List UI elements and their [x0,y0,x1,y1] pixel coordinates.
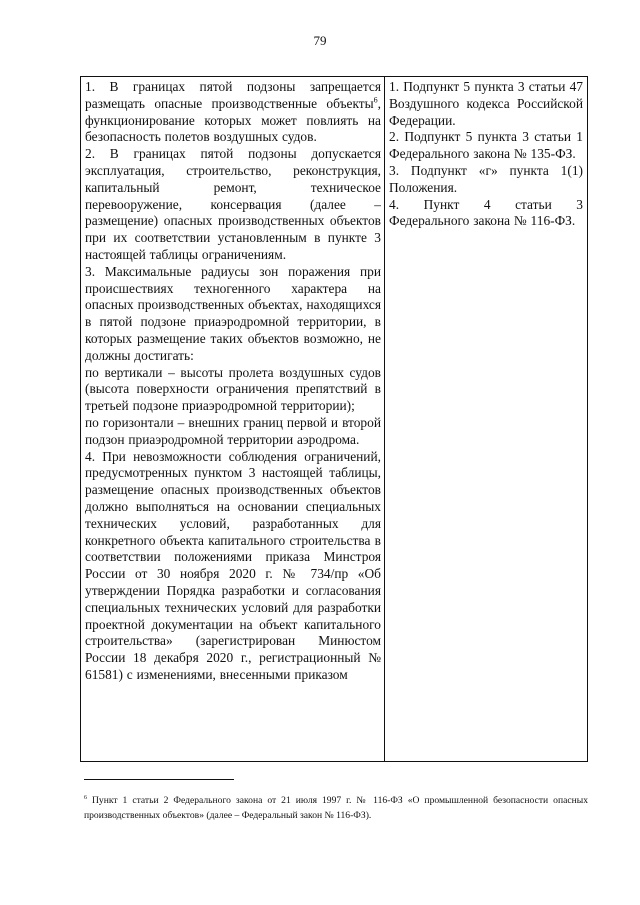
footnote-text: Пункт 1 статьи 2 Федерального закона от 21 июля 1997 г. № 116-ФЗ «О промышленной безопасности опасных производственных объектов» (далее – Федеральный закон № 116-ФЗ). [84,795,588,821]
footnote-number: 6 [84,794,87,801]
restrictions-column [81,77,385,761]
restriction-paragraph-4: 4. При невозможности соблюдения ограничений, предусмотренных пунктом 3 настоящей таблицы, размещение опасных производственных объектов должно выполняться на основании специальных технических условий, разработанных для конкретного объекта капитального строительства в соответствии положениями приказа Минстроя России от 30 ноября 2020 г. № 734/пр «Об утверждении Порядка разработки и согласования специальных технических условий для разработки проектной документации на объект капитального строительства» (зарегистрирован Минюстом России 18 декабря 2020 г., регистрационный № 61581) с изменениями, внесенными приказом [85,448,381,682]
restriction-paragraph-1-continuation: , функционирование которых может повлиять на безопасность полетов воздушных судов. [85,95,381,145]
footnote [84,794,588,823]
restriction-paragraph-2: 2. В границах пятой подзоны допускается эксплуатация, строительство, реконструкция, капитальный ремонт, техническое перевооружение, консервация (далее – размещение) опасных производственных объектов при их соответствии установленным в пункте 3 настоящей таблицы ограничениям. [85,146,381,262]
restriction-paragraph-1-text: 1. В границах пятой подзоны запрещается размещать опасные производственные объекты [85,79,381,111]
restriction-paragraph-vertical: по вертикали – высоты пролета воздушных судов (высота поверхности ограничения препятствий в третьей подзоне приаэродромной территории); [85,364,381,414]
legal-basis-item-2: 2. Подпункт 5 пункта 3 статьи 1 Федерального закона № 135-ФЗ. [389,129,583,162]
restriction-paragraph-horizontal: по горизонтали – внешних границ первой и второй подзон приаэродромной территории аэродрома. [85,414,381,447]
legal-basis-item-1: 1. Подпункт 5 пункта 3 статьи 47 Воздушного кодекса Российской Федерации. [389,79,583,128]
legal-basis-column [385,77,587,761]
footnote-separator [84,779,234,780]
restrictions-table [80,76,588,762]
legal-basis-item-4: 4. Пункт 4 статьи 3 Федерального закона № 116-ФЗ. [389,196,583,229]
restriction-paragraph-3: 3. Максимальные радиусы зон поражения при происшествиях техногенного характера на опасных производственных объектах, находящихся в пятой подзоне приаэродромной территории, в которых размещение таких объектов возможно, не должны достигать: [85,263,381,363]
legal-basis-item-3: 3. Подпункт «г» пункта 1(1) Положения. [389,162,583,195]
page-number: 79 [313,33,327,48]
restriction-paragraph-1 [85,79,381,146]
footnote-reference: 6 [373,95,378,105]
